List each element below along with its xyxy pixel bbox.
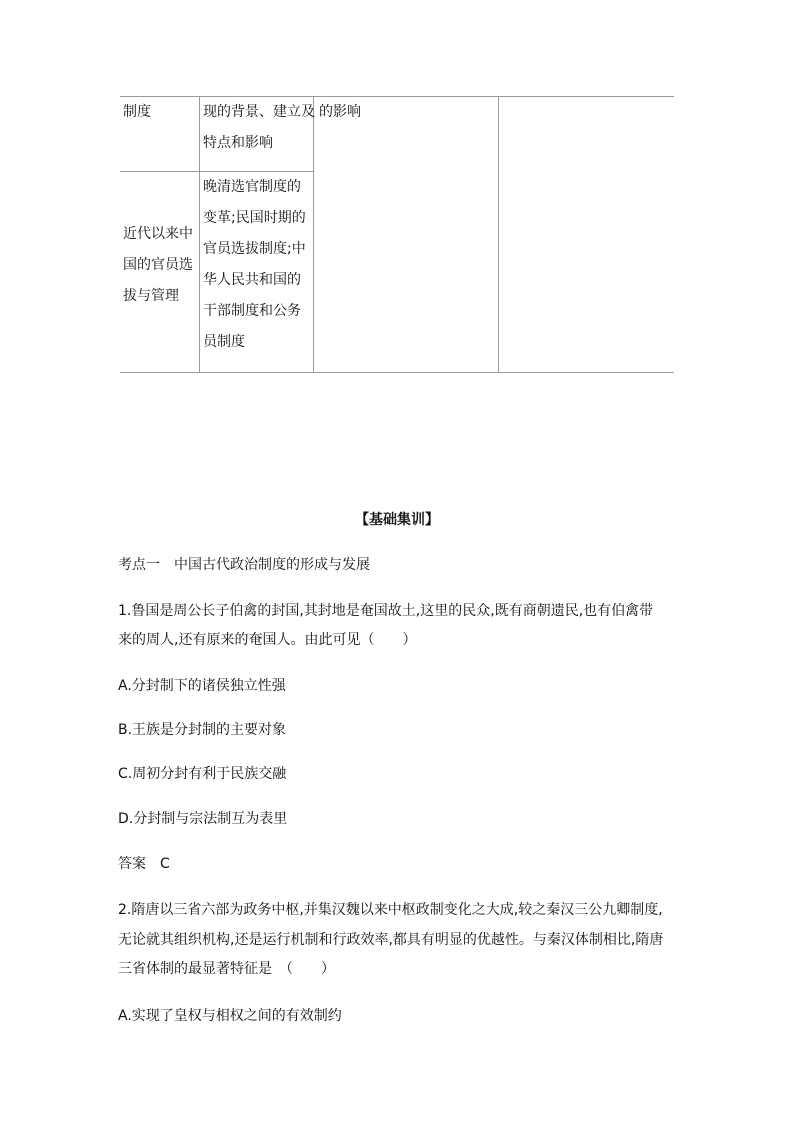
topic-heading: 考点一 中国古代政治制度的形成与发展 — [118, 557, 370, 573]
question-stem-line: 无论就其组织机构,还是运行机制和行政效率,都具有明显的优越性。与秦汉体制相比,隋唐 — [118, 932, 664, 948]
table-cell-r1c3: 的影响 — [319, 104, 361, 120]
option-c: C.周初分封有利于民族交融 — [118, 766, 287, 782]
option-a: A.分封制下的诸侯独立性强 — [118, 678, 286, 694]
table-cell-line: 拔与管理 — [123, 288, 179, 304]
question-stem-line: 2.隋唐以三省六部为政务中枢,并集汉魏以来中枢政制变化之大成,较之秦汉三公九卿制度, — [118, 902, 663, 918]
table-cell-line: 官员选拔制度;中 — [203, 241, 306, 257]
table-cell-r1c1: 制度 — [123, 104, 151, 120]
table-col-divider-3 — [498, 96, 499, 373]
option-a: A.实现了皇权与相权之间的有效制约 — [118, 1008, 342, 1024]
table-cell-line: 干部制度和公务 — [203, 303, 301, 319]
option-b: B.王族是分封制的主要对象 — [118, 722, 287, 738]
answer-text: 答案 C — [118, 856, 170, 872]
table-cell-line: 华人民共和国的 — [203, 272, 301, 288]
section-heading: 【基础集训】 — [355, 512, 439, 528]
table-cell-r2c2 — [203, 172, 306, 358]
question-stem-line: 三省体制的最显著特征是 （ ） — [118, 961, 335, 977]
question-stem-line: 1.鲁国是周公长子伯禽的封国,其封地是奄国故土,这里的民众,既有商朝遗民,也有伯禽带 — [118, 603, 654, 619]
option-d: D.分封制与宗法制互为表里 — [118, 811, 288, 827]
table-cell-r1c2 — [203, 97, 315, 159]
table-cell-line: 员制度 — [203, 334, 245, 350]
table-cell-line: 晚清选官制度的 — [203, 179, 301, 195]
table-cell-line: 国的官员选 — [123, 257, 193, 273]
table-cell-r2c1 — [123, 219, 193, 312]
table-bottom-border — [120, 372, 674, 373]
table-cell-line: 现的背景、建立及 — [203, 104, 315, 120]
question-stem-line: 来的周人,还有原来的奄国人。由此可见（ ） — [118, 632, 417, 648]
table-cell-line: 特点和影响 — [203, 135, 273, 151]
institution-table — [120, 96, 674, 373]
table-cell-line: 近代以来中 — [123, 226, 193, 242]
table-cell-line: 变革;民国时期的 — [203, 210, 306, 226]
table-col-divider-1 — [199, 96, 200, 373]
